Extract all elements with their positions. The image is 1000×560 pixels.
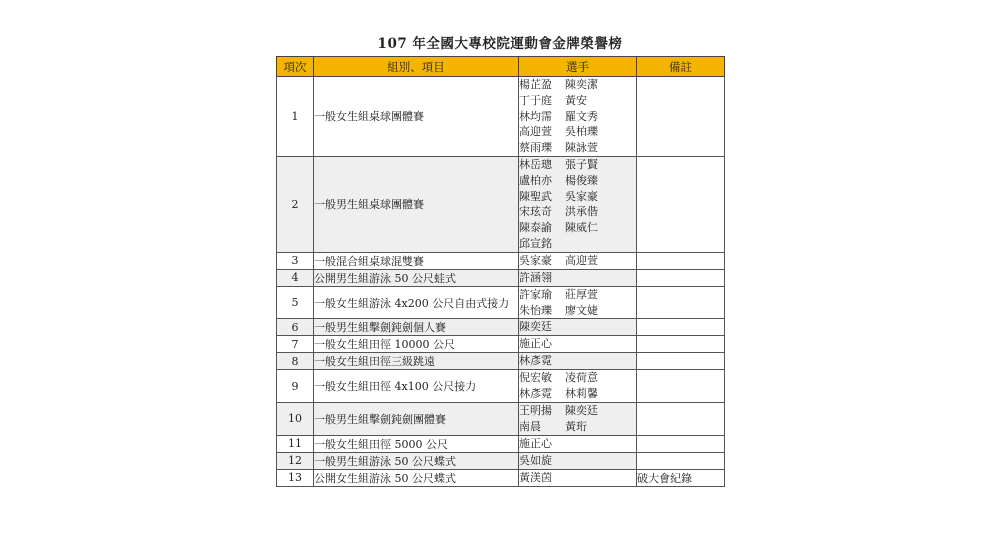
table-row	[277, 469, 725, 486]
player-name: 高迎萱	[519, 125, 552, 139]
player-name: 林彥霓	[519, 387, 552, 401]
player-line	[519, 124, 636, 140]
row-number: 9	[277, 370, 314, 403]
note-cell	[637, 370, 725, 403]
table-row	[277, 269, 725, 286]
player-name: 吳柏瓅	[565, 125, 598, 139]
player-line	[519, 419, 636, 435]
player-name: 林莉馨	[565, 387, 598, 401]
player-line	[519, 77, 636, 93]
player-name: 黃珩	[565, 419, 587, 433]
player-line	[519, 386, 636, 402]
player-name: 蔡雨瓅	[519, 141, 552, 155]
player-line	[519, 353, 636, 369]
player-name: 宋玹奇	[519, 205, 552, 219]
player-line	[519, 403, 636, 419]
row-number: 10	[277, 402, 314, 435]
table-row	[277, 452, 725, 469]
table-row	[277, 336, 725, 353]
player-name: 陳威仁	[565, 221, 598, 235]
players-cell	[519, 370, 637, 403]
page-title: 107 年全國大專校院運動會金牌榮譽榜	[377, 36, 623, 52]
player-name: 朱怡瓅	[519, 303, 552, 317]
player-name: 洪承偕	[565, 205, 598, 219]
header-note: 備註	[637, 57, 725, 77]
player-name: 高迎萱	[565, 253, 598, 267]
player-name: 林均霈	[519, 109, 552, 123]
player-line	[519, 287, 636, 303]
row-number: 13	[277, 469, 314, 486]
note-cell	[637, 402, 725, 435]
row-number: 7	[277, 336, 314, 353]
row-number: 6	[277, 319, 314, 336]
player-line	[519, 370, 636, 386]
player-line	[519, 470, 636, 486]
player-name: 黃安	[565, 93, 587, 107]
players-cell	[519, 402, 637, 435]
note-cell	[637, 353, 725, 370]
event-name: 一般女生組田徑 5000 公尺	[314, 435, 519, 452]
event-name: 公開女生組游泳 50 公尺蝶式	[314, 469, 519, 486]
players-cell	[519, 252, 637, 269]
players-cell	[519, 77, 637, 157]
players-cell	[519, 435, 637, 452]
row-number: 5	[277, 286, 314, 319]
player-line	[519, 319, 636, 335]
player-name: 丁于庭	[519, 93, 552, 107]
header-players: 選手	[519, 57, 637, 77]
player-line	[519, 173, 636, 189]
event-name: 一般男生組擊劍鈍劍團體賽	[314, 402, 519, 435]
event-name: 一般女生組游泳 4x200 公尺自由式接力	[314, 286, 519, 319]
table-header-row	[277, 57, 725, 77]
event-name: 一般男生組擊劍鈍劍個人賽	[314, 319, 519, 336]
note-cell	[637, 269, 725, 286]
players-cell	[519, 353, 637, 370]
table-row	[277, 435, 725, 452]
event-name: 一般女生組田徑三級跳遠	[314, 353, 519, 370]
player-line	[519, 453, 636, 469]
player-line	[519, 270, 636, 286]
row-number: 12	[277, 452, 314, 469]
player-line	[519, 336, 636, 352]
players-cell	[519, 269, 637, 286]
table-row	[277, 370, 725, 403]
player-name: 陳奕廷	[519, 320, 552, 334]
row-number: 2	[277, 156, 314, 252]
event-name: 一般女生組田徑 4x100 公尺接力	[314, 370, 519, 403]
table-row	[277, 353, 725, 370]
note-cell	[637, 435, 725, 452]
event-name: 一般男生組游泳 50 公尺蝶式	[314, 452, 519, 469]
event-name: 一般女生組桌球團體賽	[314, 77, 519, 157]
player-name: 陳奕潔	[565, 78, 598, 91]
row-number: 3	[277, 252, 314, 269]
note-cell	[637, 336, 725, 353]
player-line	[519, 236, 636, 252]
player-name: 楊芷盈	[519, 78, 552, 91]
player-name: 倪宏敏	[519, 371, 552, 385]
player-name: 王明揚	[519, 403, 552, 417]
player-line	[519, 303, 636, 319]
table-row	[277, 402, 725, 435]
player-name: 林彥霓	[519, 354, 552, 368]
player-line	[519, 189, 636, 205]
table-row	[277, 252, 725, 269]
player-name: 林岳璁	[519, 157, 552, 171]
players-cell	[519, 469, 637, 486]
player-line	[519, 109, 636, 125]
note-cell	[637, 319, 725, 336]
event-name: 公開男生組游泳 50 公尺蛙式	[314, 269, 519, 286]
player-name: 南晨	[519, 419, 541, 433]
player-name: 廖文婕	[565, 303, 598, 317]
note-cell	[637, 156, 725, 252]
table-row	[277, 156, 725, 252]
player-name: 陳奕廷	[565, 403, 598, 417]
players-cell	[519, 336, 637, 353]
player-name: 施正心	[519, 436, 552, 450]
player-name: 吳如旋	[519, 453, 552, 467]
row-number: 1	[277, 77, 314, 157]
players-cell	[519, 286, 637, 319]
table-row	[277, 77, 725, 157]
event-name: 一般女生組田徑 10000 公尺	[314, 336, 519, 353]
row-number: 4	[277, 269, 314, 286]
player-line	[519, 253, 636, 269]
player-name: 莊厚萱	[565, 287, 598, 301]
player-name: 羅文秀	[565, 109, 598, 123]
note-cell	[637, 452, 725, 469]
table-row	[277, 319, 725, 336]
note-cell	[637, 77, 725, 157]
player-line	[519, 157, 636, 173]
player-name: 黃渼茵	[519, 470, 552, 484]
player-name: 陳詠萱	[565, 141, 598, 155]
player-name: 邱宣銘	[519, 236, 552, 250]
note-cell: 破大會紀錄	[637, 469, 725, 486]
player-name: 吳家豪	[519, 253, 552, 267]
player-line	[519, 140, 636, 156]
player-name: 張子賢	[565, 157, 598, 171]
note-cell	[637, 252, 725, 269]
player-name: 陳聖武	[519, 189, 552, 203]
player-name: 陳泰諭	[519, 221, 552, 235]
header-event: 組別、項目	[314, 57, 519, 77]
player-name: 凌荷意	[565, 371, 598, 385]
note-cell	[637, 286, 725, 319]
player-name: 楊俊臻	[565, 173, 598, 187]
player-line	[519, 436, 636, 452]
player-name: 許家瑜	[519, 287, 552, 301]
gold-medal-table	[276, 56, 725, 487]
players-cell	[519, 156, 637, 252]
players-cell	[519, 319, 637, 336]
players-cell	[519, 452, 637, 469]
player-name: 吳家豪	[565, 189, 598, 203]
player-name: 許涵翎	[519, 270, 552, 284]
header-num: 項次	[277, 57, 314, 77]
player-name: 施正心	[519, 337, 552, 351]
player-line	[519, 220, 636, 236]
event-name: 一般男生組桌球團體賽	[314, 156, 519, 252]
table-row	[277, 286, 725, 319]
player-name: 盧柏亦	[519, 173, 552, 187]
row-number: 8	[277, 353, 314, 370]
player-line	[519, 93, 636, 109]
player-line	[519, 204, 636, 220]
row-number: 11	[277, 435, 314, 452]
event-name: 一般混合組桌球混雙賽	[314, 252, 519, 269]
